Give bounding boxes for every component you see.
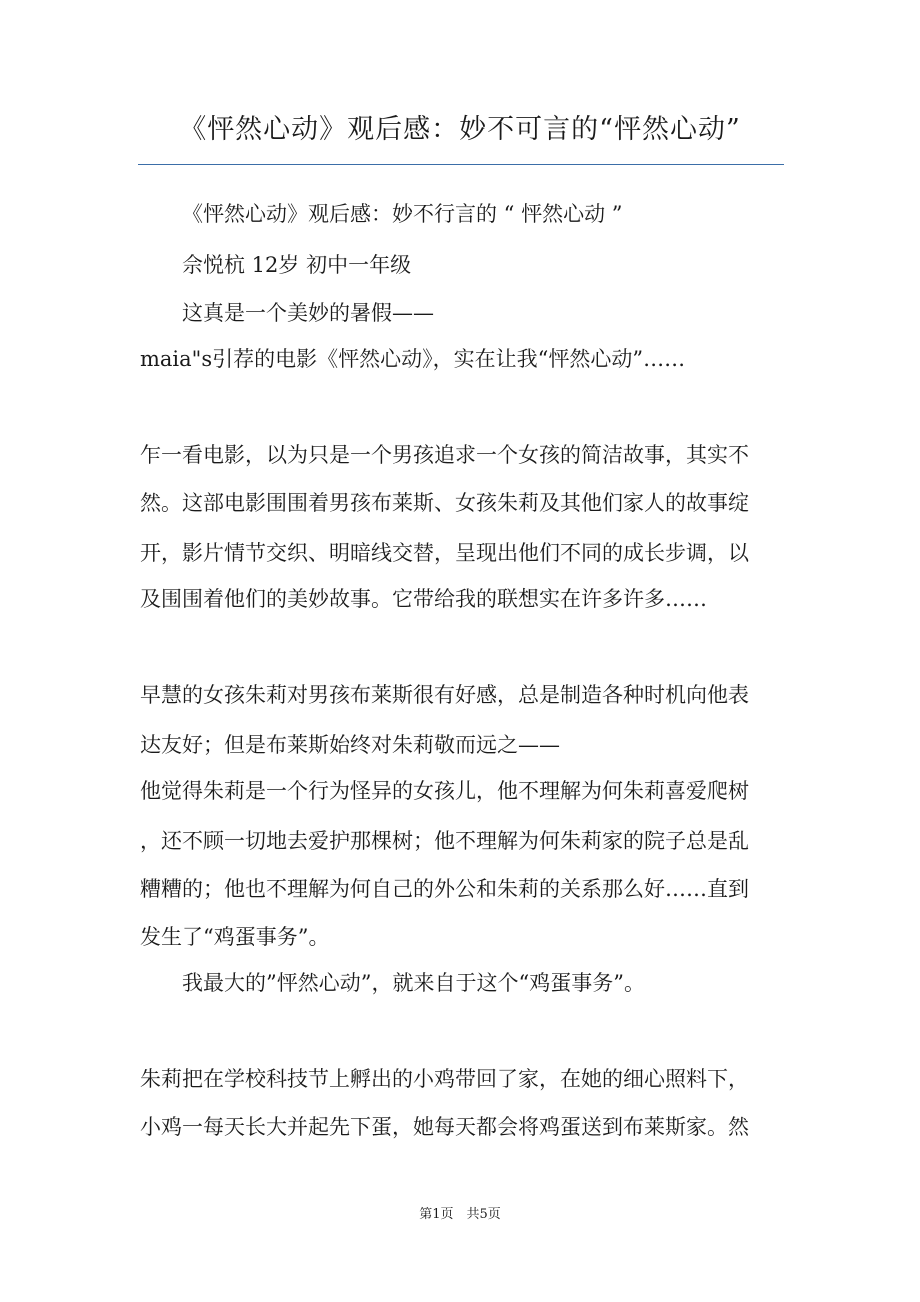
paragraph-line: 这真是一个美妙的暑假—— (182, 301, 434, 325)
paragraph-line: 朱莉把在学校科技节上孵出的小鸡带回了家，在她的细心照料下， (140, 1067, 749, 1091)
paragraph-line: 乍一看电影，以为只是一个男孩追求一个女孩的简洁故事，其实不 (140, 443, 749, 467)
paragraph-line: maia"s引荐的电影《怦然心动》，实在让我“怦然心动”…… (140, 347, 686, 371)
author-line: 佘悦杭 12岁 初中一年级 (182, 253, 412, 277)
paragraph-line: 糟糟的；他也不理解为何自己的外公和朱莉的关系那么好……直到 (140, 877, 749, 901)
paragraph-line: 早慧的女孩朱莉对男孩布莱斯很有好感，总是制造各种时机向他表 (140, 683, 749, 707)
paragraph-line: 达友好；但是布莱斯始终对朱莉敬而远之—— (140, 733, 560, 757)
subtitle-line: 《怦然心动》观后感：妙不行言的 “ 怦然心动 ” (182, 202, 623, 226)
paragraph-line: 及围围着他们的美妙故事。它带给我的联想实在许多许多…… (140, 587, 707, 611)
paragraph-line: 开，影片情节交织、明暗线交替，呈现出他们不同的成长步调，以 (140, 541, 749, 565)
page-title: 《怦然心动》观后感：妙不可言的“怦然心动” (179, 114, 741, 145)
paragraph-line: 我最大的”怦然心动”，就来自于这个“鸡蛋事务”。 (182, 971, 645, 995)
paragraph-line: 然。这部电影围围着男孩布莱斯、女孩朱莉及其他们家人的故事绽 (140, 491, 749, 515)
paragraph-line: 小鸡一每天长大并起先下蛋，她每天都会将鸡蛋送到布莱斯家。然 (140, 1115, 749, 1139)
title-divider (138, 164, 784, 165)
paragraph-line: 发生了“鸡蛋事务”。 (140, 925, 330, 949)
paragraph-line: ，还不顾一切地去爱护那棵树；他不理解为何朱莉家的院子总是乱 (140, 829, 749, 853)
page-number-footer: 第1页 共5页 (419, 1207, 501, 1222)
paragraph-line: 他觉得朱莉是一个行为怪异的女孩儿，他不理解为何朱莉喜爱爬树 (140, 779, 749, 803)
